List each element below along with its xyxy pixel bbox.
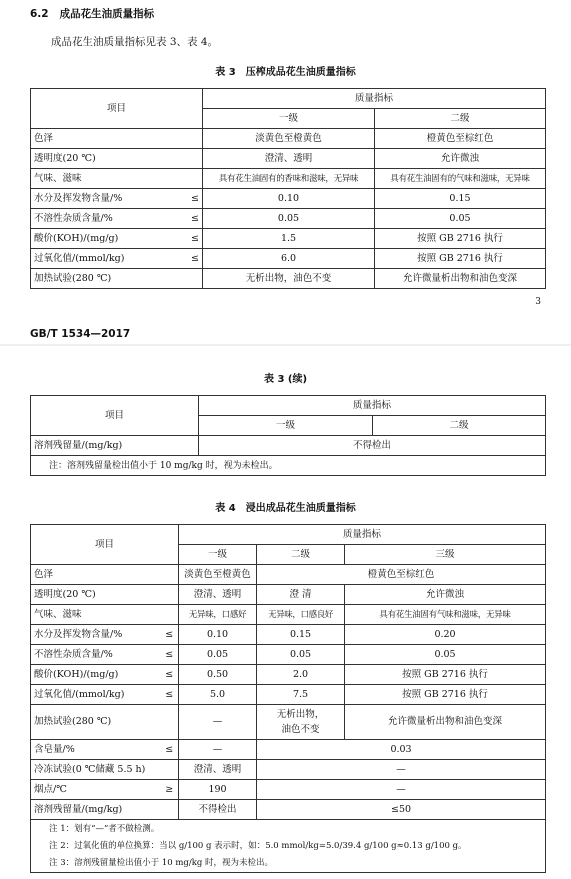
row-grade2: 橙黄色至棕红色 — [375, 129, 546, 149]
row-grade3: 具有花生油固有气味和滋味，无异味 — [345, 605, 546, 625]
row-grade3: 0.20 — [345, 625, 546, 645]
table-row — [31, 169, 546, 189]
row-grade2-line2: 油色不变 — [281, 724, 320, 735]
row-item: 不溶性杂质含量/% — [31, 645, 161, 665]
row-symbol: ≤ — [191, 192, 199, 204]
row-grade1: 6.0 — [203, 249, 375, 269]
row-grade2: 按照 GB 2716 执行 — [375, 249, 546, 269]
table-row — [31, 605, 546, 625]
table3c-caption: 表 3 (续) — [263, 374, 308, 385]
row-grade1: 0.05 — [203, 209, 375, 229]
table4 — [30, 524, 546, 873]
row-grade2: 按照 GB 2716 执行 — [375, 229, 546, 249]
table-row — [31, 249, 546, 269]
row-grade3: 按照 GB 2716 执行 — [345, 665, 546, 685]
row-item: 酸价(KOH)/(mg/g) — [31, 665, 161, 685]
row-grade1: 0.05 — [179, 645, 257, 665]
row-grade1: 5.0 — [179, 685, 257, 705]
row-item: 过氧化值/(mmol/kg) — [31, 685, 161, 705]
row-item: 含皂量/% — [31, 740, 161, 760]
row-grade1: 0.10 — [203, 189, 375, 209]
table3c-note: 注：溶剂残留量检出值小于 10 mg/kg 时，视为未检出。 — [31, 456, 546, 476]
row-item: 水分及挥发物含量/% — [31, 625, 161, 645]
row-item: 透明度(20 ℃) — [34, 152, 96, 164]
page-number: 3 — [535, 297, 541, 307]
table4-header-grade2: 二级 — [257, 545, 345, 565]
row-grade1: 190 — [179, 780, 257, 800]
row-symbol: ≤ — [161, 740, 179, 760]
table-row — [31, 705, 546, 740]
row-grade1: 淡黄色至橙黄色 — [203, 129, 375, 149]
row-symbol: ≤ — [191, 212, 199, 224]
row-grade1: 澄清、透明 — [179, 585, 257, 605]
table3c-header-grade2: 二级 — [373, 416, 546, 436]
row-item: 不溶性杂质含量/% — [34, 212, 113, 224]
table3-header-quality: 质量指标 — [203, 89, 546, 109]
row-grade2: 0.05 — [375, 209, 546, 229]
row-grade23: — — [257, 780, 546, 800]
table-row — [31, 565, 546, 585]
table4-note-1: 注 1：划有“—”者不做检测。 — [49, 823, 160, 834]
table-row — [31, 685, 546, 705]
row-grade23: — — [257, 760, 546, 780]
row-grade2: 0.05 — [257, 645, 345, 665]
row-item: 加热试验(280 ℃) — [31, 705, 179, 740]
table-row — [31, 665, 546, 685]
row-grade2: 7.5 — [257, 685, 345, 705]
row-grade1: 不得检出 — [179, 800, 257, 820]
row-grade1: 澄清、透明 — [179, 760, 257, 780]
row-grade1: 无异味，口感好 — [179, 605, 257, 625]
page-divider — [0, 344, 571, 346]
row-grade1: 澄清、透明 — [203, 149, 375, 169]
row-item: 溶剂残留量/(mg/kg) — [31, 800, 179, 820]
table-row — [31, 645, 546, 665]
row-symbol: ≤ — [191, 232, 199, 244]
row-grade1: 淡黄色至橙黄色 — [179, 565, 257, 585]
row-item: 色泽 — [31, 565, 179, 585]
table3c-header-item: 项目 — [31, 396, 199, 436]
row-grade3: 允许微浊 — [345, 585, 546, 605]
table4-header-grade1: 一级 — [179, 545, 257, 565]
row-symbol: ≥ — [161, 780, 179, 800]
table-row — [31, 585, 546, 605]
table-row — [31, 780, 546, 800]
row-grade2-line1: 无析出物， — [276, 709, 325, 720]
row-grade23: ≤50 — [257, 800, 546, 820]
row-grade23: 0.03 — [257, 740, 546, 760]
table4-notes — [31, 820, 546, 873]
table4-note-2: 注 2：过氧化值的单位换算：当以 g/100 g 表示时，如：5.0 mmol/kg=5.0/39.4 g/100 g≈0.13 g/100 g。 — [49, 840, 467, 851]
section-number: 6.2 — [30, 8, 49, 20]
row-grade23: 橙黄色至棕红色 — [257, 565, 546, 585]
row-symbol: ≤ — [161, 645, 179, 665]
row-grade2: 允许微量析出物和油色变深 — [375, 269, 546, 289]
table-row — [31, 149, 546, 169]
row-symbol: ≤ — [161, 625, 179, 645]
table4-header-quality: 质量指标 — [179, 525, 546, 545]
table3-caption: 表 3 压榨成品花生油质量指标 — [215, 67, 356, 78]
table-row — [31, 189, 546, 209]
table3c-header-grade1: 一级 — [199, 416, 373, 436]
row-item: 过氧化值/(mmol/kg) — [34, 252, 125, 264]
table-row — [31, 800, 546, 820]
row-grade2: 无异味，口感良好 — [257, 605, 345, 625]
row-symbol: ≤ — [161, 685, 179, 705]
table3-header-item: 项目 — [31, 89, 203, 129]
table3 — [30, 88, 546, 289]
intro-text: 成品花生油质量指标见表 3、表 4。 — [51, 36, 219, 48]
row-symbol: ≤ — [161, 665, 179, 685]
table-row — [31, 740, 546, 760]
row-grade1: — — [179, 740, 257, 760]
row-grade2: 澄 清 — [257, 585, 345, 605]
row-item: 色泽 — [34, 132, 54, 144]
row-grade1: 1.5 — [203, 229, 375, 249]
table3-continued — [30, 395, 546, 476]
table4-header-item: 项目 — [31, 525, 179, 565]
table4-header-grade3: 三级 — [345, 545, 546, 565]
row-grade1: 0.10 — [179, 625, 257, 645]
row-item: 酸价(KOH)/(mg/g) — [34, 232, 119, 244]
row-grade3: 允许微量析出物和油色变深 — [345, 705, 546, 740]
row-item: 冷冻试验(0 ℃储藏 5.5 h) — [31, 760, 179, 780]
row-item: 水分及挥发物含量/% — [34, 192, 123, 204]
row-grade2: 具有花生油固有的气味和滋味，无异味 — [375, 169, 546, 189]
table3-header-grade2: 二级 — [375, 109, 546, 129]
table3-header-grade1: 一级 — [203, 109, 375, 129]
row-grade2: 2.0 — [257, 665, 345, 685]
table4-caption: 表 4 浸出成品花生油质量指标 — [215, 503, 356, 514]
row-grade2: 0.15 — [257, 625, 345, 645]
table4-note-3: 注 3：溶剂残留量检出值小于 10 mg/kg 时，视为未检出。 — [49, 857, 273, 868]
row-grade2: 0.15 — [375, 189, 546, 209]
row-item: 气味、滋味 — [31, 605, 179, 625]
row-symbol: ≤ — [191, 252, 199, 264]
doc-header: GB/T 1534—2017 — [30, 328, 131, 340]
row-grade1: 无析出物，油色不变 — [203, 269, 375, 289]
row-grade3: 0.05 — [345, 645, 546, 665]
table-row — [31, 129, 546, 149]
table-row — [31, 209, 546, 229]
row-grade2 — [257, 705, 345, 740]
table3c-header-quality: 质量指标 — [199, 396, 546, 416]
row-grade1: 具有花生油固有的香味和滋味，无异味 — [203, 169, 375, 189]
table-row — [31, 269, 546, 289]
row-grade3: 按照 GB 2716 执行 — [345, 685, 546, 705]
row-grade1: — — [179, 705, 257, 740]
row-item: 溶剂残留量/(mg/kg) — [31, 436, 199, 456]
section-title: 成品花生油质量指标 — [59, 8, 155, 20]
row-item: 透明度(20 ℃) — [31, 585, 179, 605]
table-row — [31, 760, 546, 780]
row-grade1: 0.50 — [179, 665, 257, 685]
row-grade2: 允许微浊 — [375, 149, 546, 169]
row-item: 气味、滋味 — [34, 172, 82, 184]
table-row — [31, 625, 546, 645]
table-row — [31, 229, 546, 249]
table-row — [31, 436, 546, 456]
section-heading — [30, 6, 154, 21]
row-item: 烟点/℃ — [31, 780, 161, 800]
row-value: 不得检出 — [199, 436, 546, 456]
row-item: 加热试验(280 ℃) — [34, 272, 112, 284]
